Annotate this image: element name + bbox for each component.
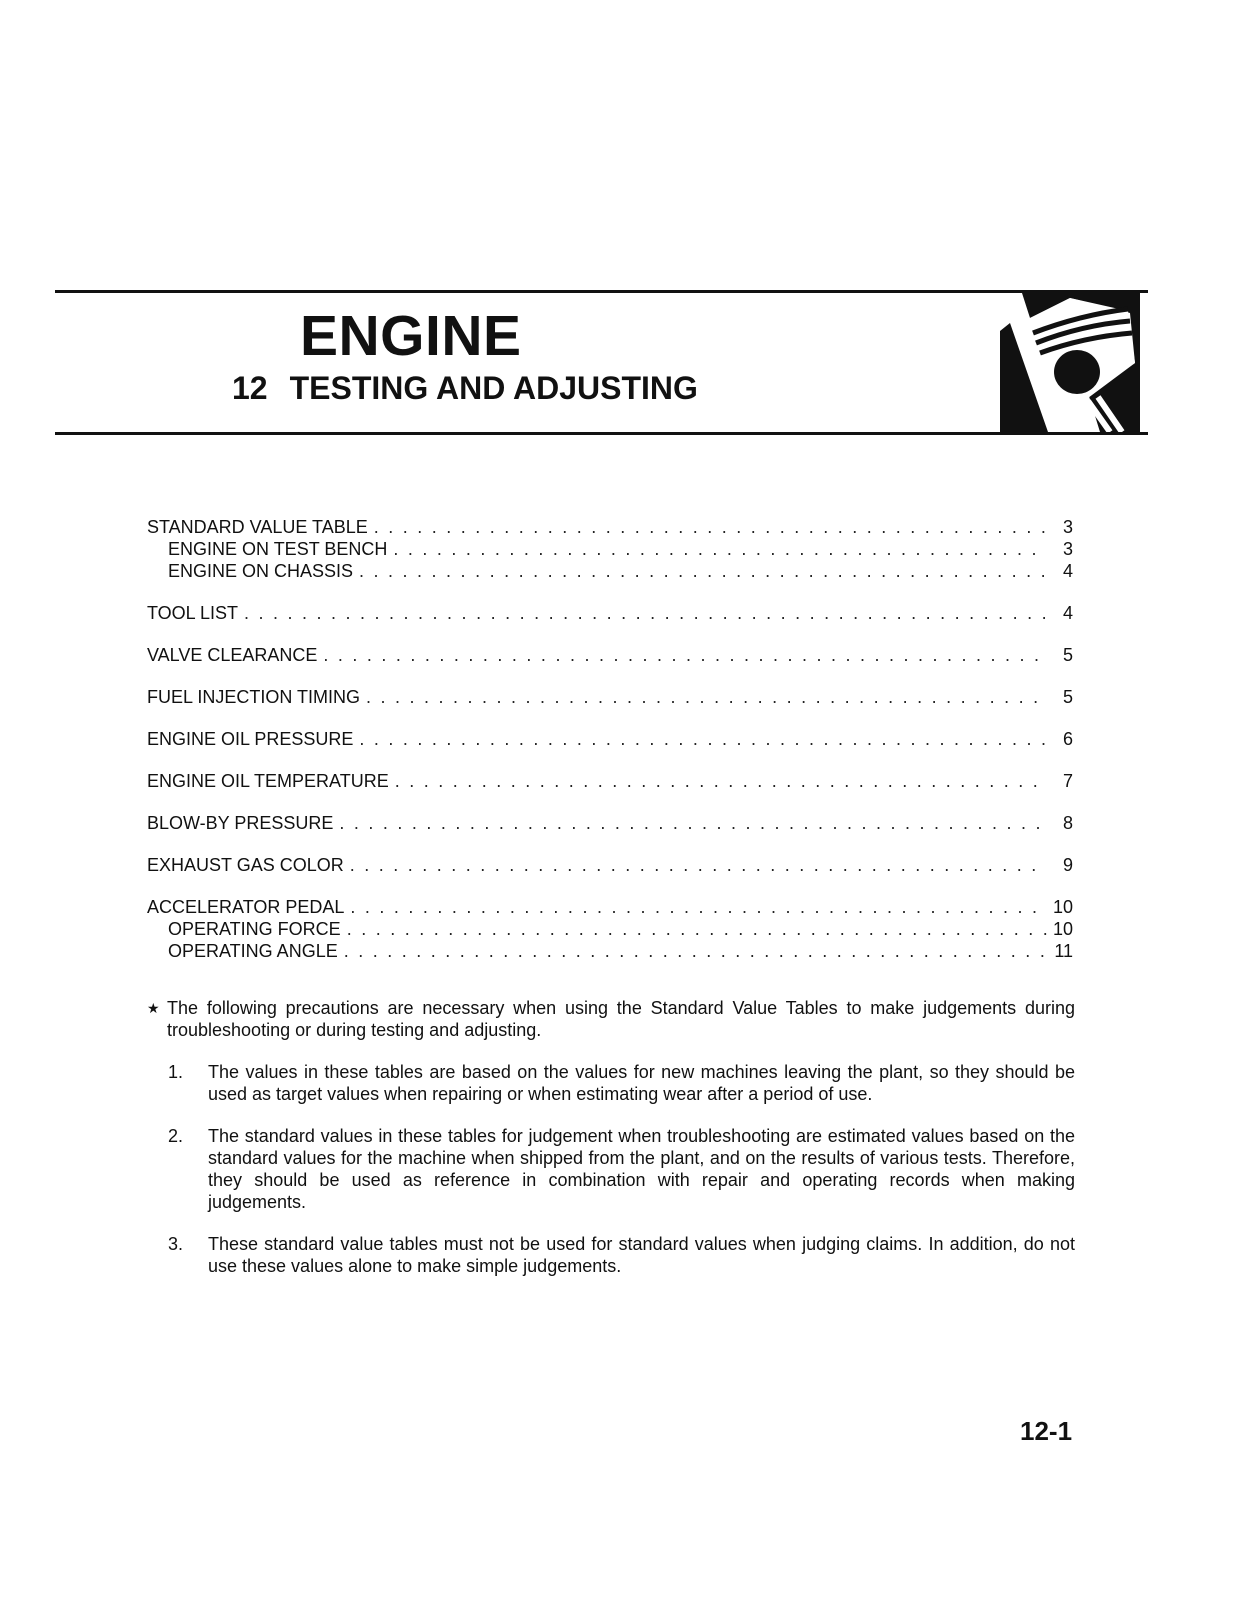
toc-group [147, 516, 1073, 582]
toc-group [147, 686, 1073, 708]
toc-entry-label: ENGINE OIL TEMPERATURE [147, 771, 389, 791]
item-number: 2. [168, 1126, 184, 1146]
toc-entry[interactable] [147, 560, 1073, 582]
toc-entry-label: FUEL INJECTION TIMING [147, 687, 361, 707]
precautions-section [147, 997, 1075, 1297]
toc-entry[interactable] [147, 896, 1073, 918]
toc-entry-page: 4 [1062, 603, 1073, 623]
toc-entry[interactable] [147, 686, 1073, 708]
dot-leader [366, 686, 1047, 708]
toc-entry-page: 5 [1062, 645, 1073, 665]
toc-entry[interactable] [147, 812, 1073, 834]
toc-entry-page: 10 [1052, 897, 1073, 917]
item-text: The standard values in these tables for judgement when troubleshooting are estimated values based on the standard values for the machine when shipped from the plant, and on the results of various tests. Therefore, they should be used as reference in combination with repair and operating records when making judgements. [208, 1126, 1075, 1212]
toc-entry[interactable] [147, 602, 1073, 624]
toc-entry-label: OPERATING FORCE [168, 919, 341, 939]
toc-entry-page: 7 [1062, 771, 1073, 791]
toc-group [147, 854, 1073, 876]
precaution-item [147, 1061, 1075, 1105]
toc-entry-label: ACCELERATOR PEDAL [147, 897, 345, 917]
dot-leader [244, 602, 1047, 624]
toc-group [147, 728, 1073, 750]
toc-entry-label: ENGINE ON CHASSIS [168, 561, 354, 581]
piston-icon [970, 293, 1140, 432]
toc-entry[interactable] [147, 728, 1073, 750]
toc-entry-label: VALVE CLEARANCE [147, 645, 318, 665]
toc-group [147, 644, 1073, 666]
dot-leader [359, 728, 1047, 750]
dot-leader [393, 538, 1047, 560]
toc-entry[interactable] [147, 516, 1073, 538]
toc-entry-page: 8 [1062, 813, 1073, 833]
toc-entry[interactable] [147, 854, 1073, 876]
toc-entry-label: BLOW-BY PRESSURE [147, 813, 334, 833]
dot-leader [339, 812, 1047, 834]
toc-entry-label: STANDARD VALUE TABLE [147, 517, 368, 537]
toc-entry-label: ENGINE OIL PRESSURE [147, 729, 354, 749]
star-icon: ★ [147, 1000, 160, 1016]
toc-group [147, 896, 1073, 962]
item-number: 1. [168, 1062, 184, 1082]
toc-entry-page: 3 [1062, 539, 1073, 559]
item-text: The values in these tables are based on the values for new machines leaving the plant, so they should be used as target values when repairing or when estimating wear after a period of use. [208, 1062, 1075, 1104]
dot-leader [395, 770, 1047, 792]
toc-group [147, 770, 1073, 792]
toc-entry[interactable] [147, 644, 1073, 666]
toc-group [147, 602, 1073, 624]
item-number: 3. [168, 1234, 184, 1254]
table-of-contents [147, 516, 1073, 982]
chapter-title: TESTING AND ADJUSTING [289, 370, 698, 406]
precaution-item [147, 1125, 1075, 1213]
chapter-subtitle [232, 372, 698, 404]
toc-entry-page: 5 [1062, 687, 1073, 707]
dot-leader [359, 560, 1047, 582]
dot-leader [350, 854, 1047, 876]
toc-entry-label: EXHAUST GAS COLOR [147, 855, 344, 875]
toc-entry[interactable] [147, 918, 1073, 940]
toc-entry-page: 3 [1062, 517, 1073, 537]
item-text: These standard value tables must not be used for standard values when judging claims. In addition, do not use these values alone to make simple judgements. [208, 1234, 1075, 1276]
toc-entry-page: 9 [1062, 855, 1073, 875]
dot-leader [374, 516, 1047, 538]
toc-entry-page: 10 [1052, 919, 1073, 939]
toc-entry-page: 6 [1062, 729, 1073, 749]
toc-entry-page: 4 [1062, 561, 1073, 581]
precautions-intro [147, 997, 1075, 1041]
dot-leader [347, 918, 1047, 940]
toc-group [147, 812, 1073, 834]
header-bottom-rule [55, 432, 1148, 435]
toc-entry-label: ENGINE ON TEST BENCH [168, 539, 388, 559]
intro-text: The following precautions are necessary when using the Standard Value Tables to make judgements during troubleshooting or during testing and adjusting. [167, 998, 1075, 1040]
toc-entry[interactable] [147, 538, 1073, 560]
toc-entry-label: OPERATING ANGLE [168, 941, 338, 961]
toc-entry-page: 11 [1054, 941, 1073, 961]
page-number: 12-1 [1020, 1416, 1073, 1446]
chapter-number: 12 [232, 370, 268, 406]
dot-leader [350, 896, 1047, 918]
page-title: ENGINE [300, 304, 522, 368]
toc-entry[interactable] [147, 940, 1073, 962]
dot-leader [323, 644, 1047, 666]
toc-entry-label: TOOL LIST [147, 603, 239, 623]
dot-leader [344, 940, 1047, 962]
precaution-item [147, 1233, 1075, 1277]
toc-entry[interactable] [147, 770, 1073, 792]
